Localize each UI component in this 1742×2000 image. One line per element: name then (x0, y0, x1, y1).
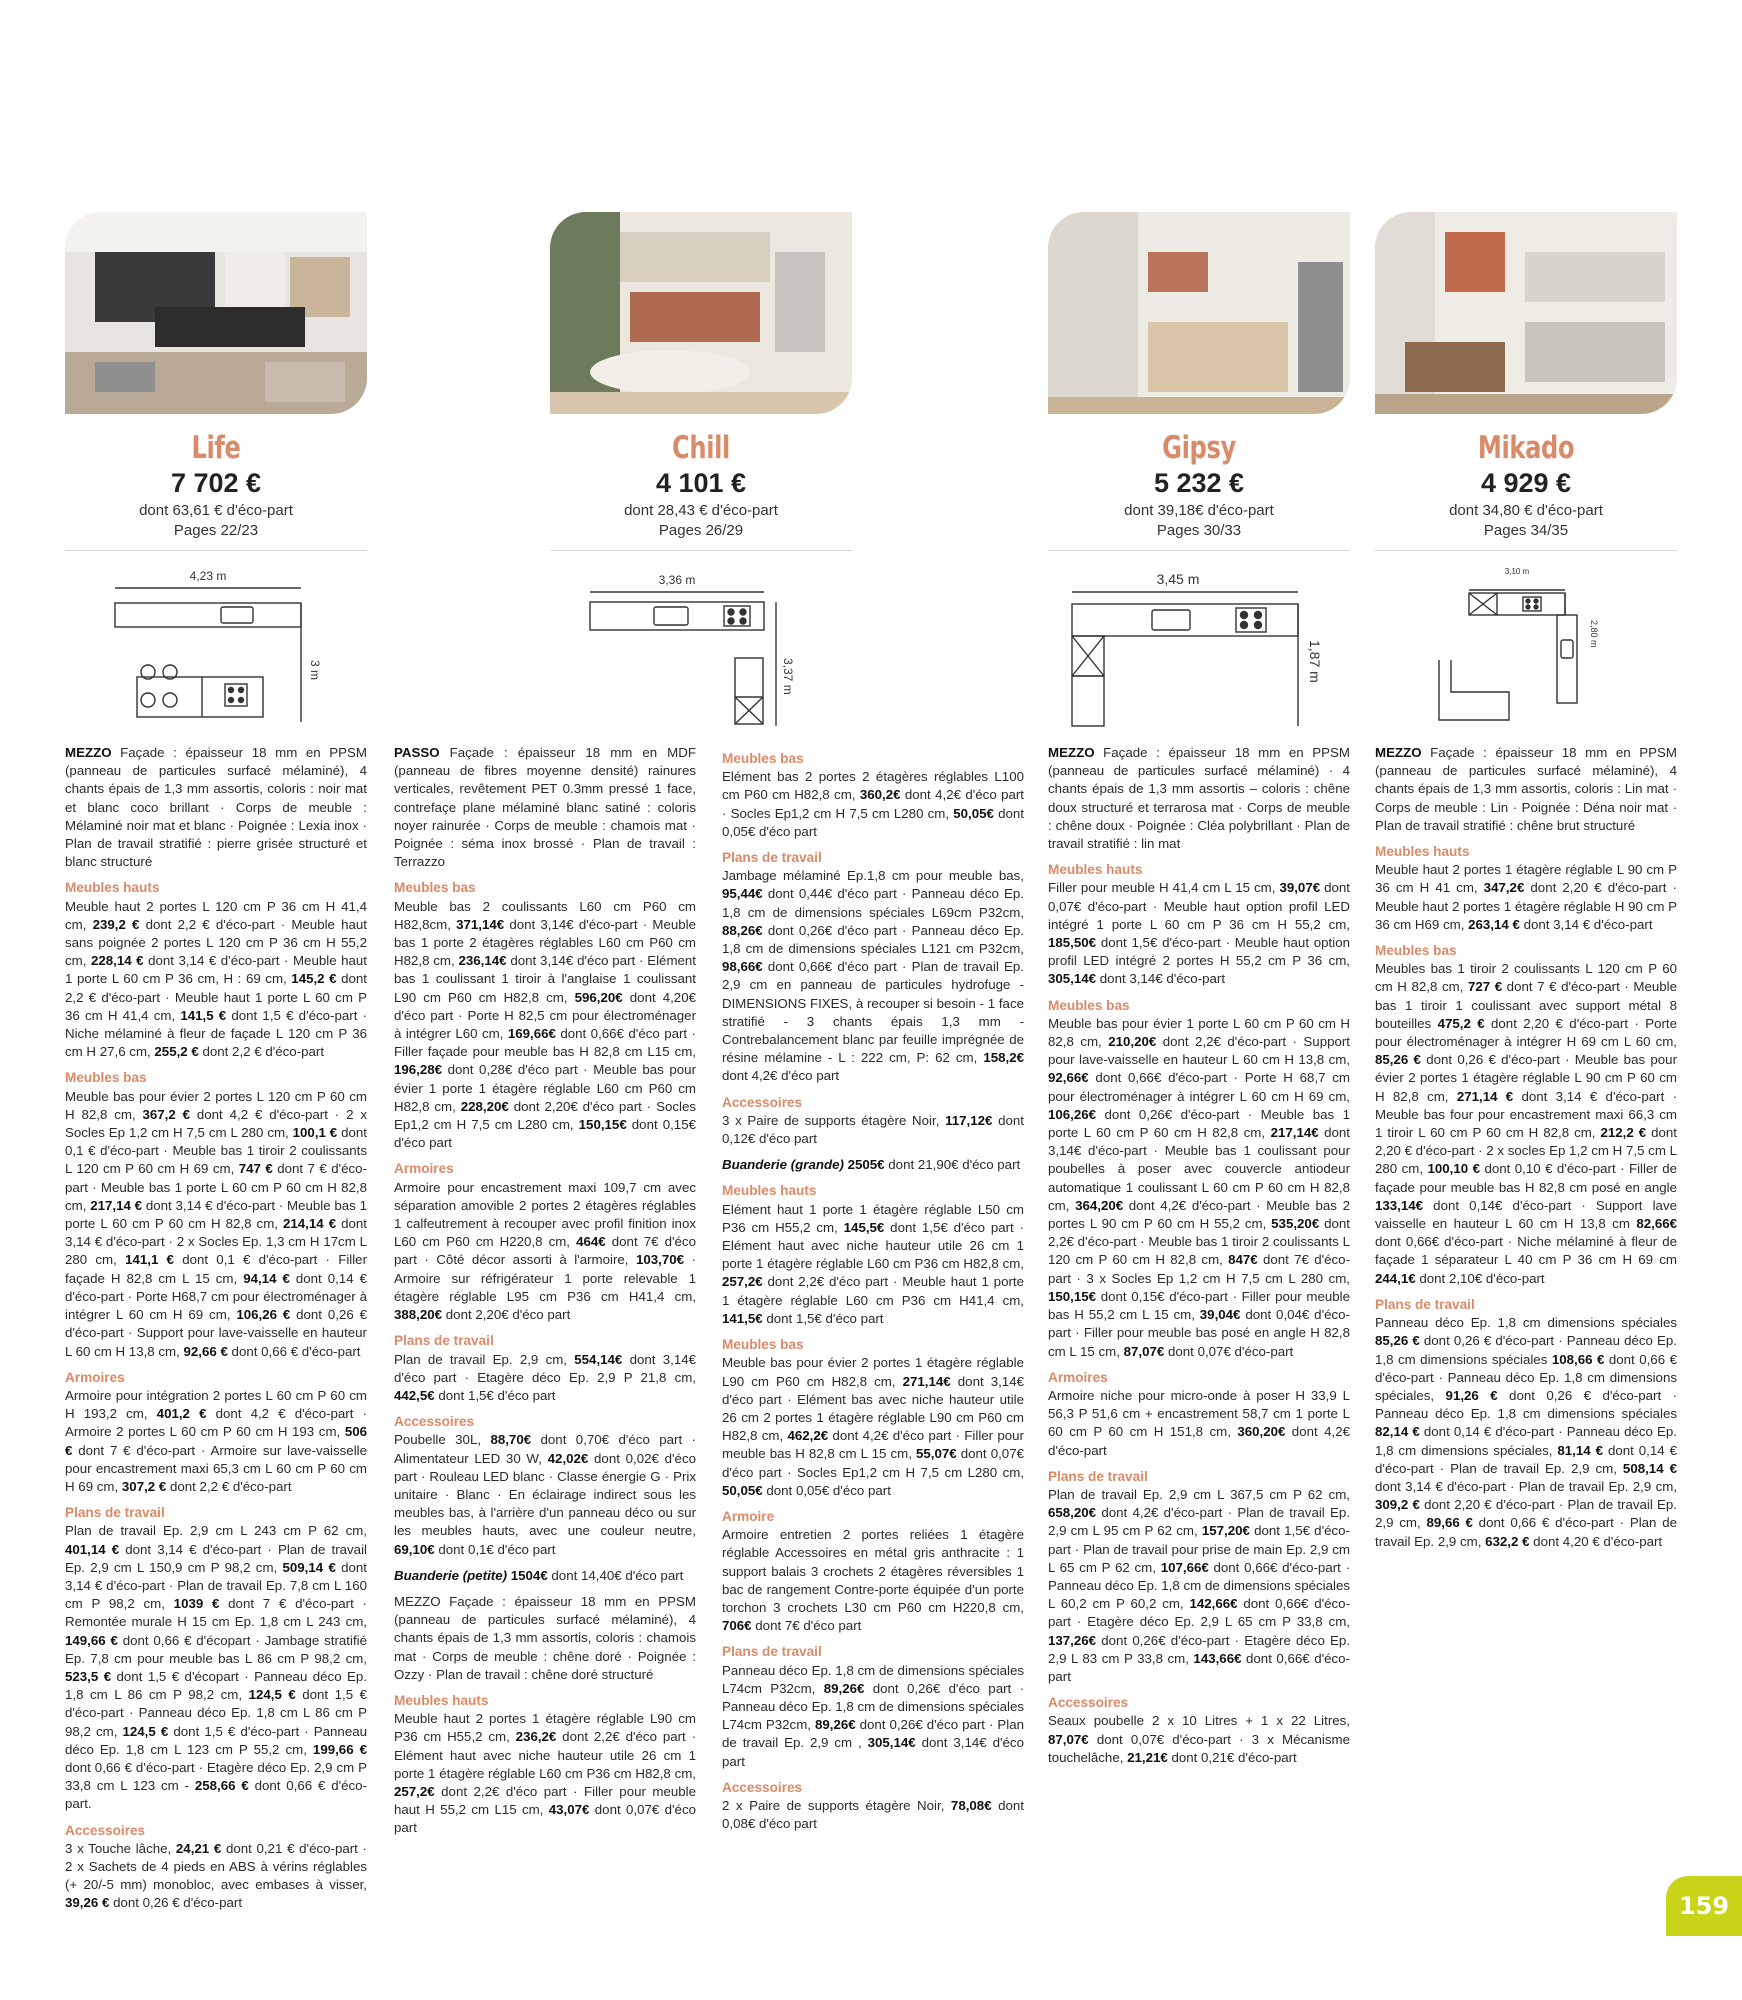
product-description: Meubles bas 1 tiroir 2 coulissants L 120 cm P 60 cm H 82,8 cm, 727 € dont 7 € d'éco-part · Meuble bas 1 tiroir 1 coulissant avec support métal 8 bouteilles 475,2 € dont 2,20 € d'éco-part · Porte pour électroménager à intégrer H 69 cm L 60 cm, 85,26 € dont 0,26 € d'éco-part · Meuble bas pour évier 2 portes 1 étagère réglable L 90 cm P 60 cm H 82,8 cm, 271,14 € dont 3,14 € d'éco-part · Meuble bas four pour encastrement maxi 66,3 cm 1 tiroir L 60 cm P 60 cm H 82,8 cm, 212,2 € dont 2,20 € d'éco-part · 2 x socles Ep 1,2 cm H 7,5 cm L 280 cm, 100,10 € dont 0,10 € d'éco-part · Filler de façade pour meuble bas H 82,8 cm posé en angle 133,14€ dont 0,14€ d'éco-part · Support lave vaisselle en hauteur L 60 cm H 13,8 cm 82,66€ dont 0,66€ d'éco-part · Niche mélaminé à fleur de façade 1 séparateur L 40 cm P 36 cm H 69 cm 244,1€ dont 2,10€ d'éco-part (1375, 961, 1677, 1286)
product-description: MEZZO Façade : épaisseur 18 mm en PPSM (panneau de particules surfacé mélaminé) · 4 chants épais de 1,3 mm assortis – coloris : chêne doux structuré et terrarosa mat · Corps de meuble : chêne doux · Poignée : Cléa polybrillant · Plan de travail stratifié : lin mat (1048, 745, 1350, 852)
product-description: Meuble haut 2 portes 1 étagère réglable L 90 cm P 36 cm H 41 cm, 347,2€ dont 2,20 € d'éco-part · Meuble haut 2 portes 1 étagère réglable H 90 cm P 36 cm H69 cm, 263,14 € dont 3,14 € d'éco-part (1375, 862, 1677, 932)
page-number: 159 (1666, 1876, 1742, 1936)
section-heading: Meubles bas (1048, 997, 1130, 1013)
kitchen-card-mikado (1375, 212, 1677, 539)
product-description: Buanderie (petite) 1504€ dont 14,40€ d'éco part (394, 1567, 684, 1583)
product-description: Meuble haut 2 portes 1 étagère réglable L90 cm P36 cm H55,2 cm, 236,2€ dont 2,2€ d'éco part · Elément haut avec niche hauteur utile 26 cm 1 porte 1 étagère réglable L60 cm P36 cm H82,8 cm, 257,2€ dont 2,2€ d'éco part · Filler pour meuble haut H 55,2 cm L15 cm, 43,07€ dont 0,07€ d'éco part (394, 1711, 697, 1836)
section-heading: Accessoires (65, 1822, 146, 1838)
product-description: 3 x Paire de supports étagère Noir, 117,12€ dont 0,12€ d'éco part (722, 1112, 1024, 1147)
section-heading: Meubles hauts (722, 1183, 817, 1199)
kitchen-price: 4 101 € (655, 468, 747, 498)
floor-plan-life (65, 560, 367, 740)
kitchen-photo-chill (550, 212, 852, 414)
eco-part: dont 34,80 € d'éco-part (1449, 502, 1603, 519)
hob-icon (225, 684, 247, 706)
floor-plan-mikado (1375, 560, 1677, 740)
section-heading: Plans de travail (722, 850, 822, 866)
product-description: Panneau déco Ep. 1,8 cm de dimensions spéciales L74cm P32cm, 89,26€ dont 0,26€ d'éco part · Panneau déco Ep. 1,8 cm de dimensions spéciales L74cm P32cm, 89,26€ dont 0,26€ d'éco part · Plan de travail Ep. 2,9 cm , 305,14€ dont 3,14€ d'éco part (722, 1662, 1024, 1769)
eco-part: dont 39,18€ d'éco-part (1124, 502, 1274, 519)
kitchen-name: Life (191, 430, 241, 466)
section-heading: Plans de travail (722, 1644, 822, 1660)
product-description: Jambage mélaminé Ep.1,8 cm pour meuble bas, 95,44€ dont 0,44€ d'éco part · Panneau déco Ep. 1,8 cm de dimensions spéciales L69cm P32cm, 88,26€ dont 0,26€ d'éco part · Panneau déco Ep. 1,8 cm de dimensions spéciales L121 cm P32cm, 98,66€ dont 0,66€ d'éco part · Plan de travail Ep. 2,9 cm en panneau de particules hydrofuge - DIMENSIONS FIXES, à recouper si besoin - 1 face stratifié - 3 chants épais 1,3 mm - Contrebalancement blanc par feuille imprégnée de résine mélamine - L : 222 cm, P: 62 cm, 158,2€ dont 4,2€ d'éco part (722, 868, 1024, 1084)
product-description: 2 x Paire de supports étagère Noir, 78,08€ dont 0,08€ d'éco part (722, 1797, 1024, 1832)
product-description: MEZZO Façade : épaisseur 18 mm en PPSM (panneau de particules surfacé mélaminé), 4 chants épais de 1,3 mm assortis, coloris : Lin mat · Corps de meuble : Lin · Poignée : Déna noir mat · Plan de travail stratifié : chêne brut structuré (1375, 745, 1677, 833)
kitchen-photo-mikado (1375, 212, 1677, 414)
floor-plan-gipsy (1048, 560, 1350, 740)
product-description: Armoire pour encastrement maxi 109,7 cm avec séparation amovible 2 portes 2 étagères réglables 1 calfeutrement à recouper avec profil finition inox L60 cm P60 cm H220,8 cm, 464€ dont 7€ d'éco part · Côté décor assorti à l'armoire, 103,70€ · Armoire sur réfrigérateur 1 porte relevable 1 étagère réglable L95 cm P36 cm H41,4 cm, 388,20€ dont 2,20€ d'éco part (394, 1179, 697, 1323)
text-column-4 (1048, 744, 1350, 1775)
section-heading: Plans de travail (65, 1505, 165, 1521)
product-description: Buanderie (grande) 2505€ dont 21,90€ d'éco part (722, 1157, 1021, 1173)
worktop-module (1072, 604, 1298, 636)
text-column-5 (1375, 744, 1677, 1559)
tall-unit (735, 658, 763, 724)
worktop-module (115, 603, 301, 627)
page-reference: Pages 34/35 (1483, 522, 1569, 539)
text-column-1 (65, 744, 367, 1921)
page-reference: Pages 22/23 (173, 522, 259, 539)
kitchen-name: Chill (672, 430, 730, 466)
product-description: Armoire entretien 2 portes reliées 1 étagère réglable Accessoires en métal gris anthracite : 1 support balais 3 crochets 2 étagères réversibles 1 bac de rangement Contre-porte équipée d'un porte torchon 3 crochets L30 cm P60 cm H220,8 cm, 706€ dont 7€ d'éco part (722, 1527, 1024, 1634)
eco-part: dont 63,61 € d'éco-part (139, 502, 293, 519)
kitchen-price: 7 702 € (170, 468, 262, 498)
section-heading: Meubles bas (65, 1070, 147, 1086)
stool-icon (163, 693, 177, 707)
divider (1375, 550, 1677, 551)
section-heading: Meubles bas (394, 880, 476, 896)
section-heading: Armoires (65, 1369, 125, 1385)
kitchen-photo-life (65, 212, 367, 414)
kitchen-price: 4 929 € (1480, 468, 1572, 498)
product-description: Panneau déco Ep. 1,8 cm dimensions spéciales 85,26 € dont 0,26 € d'éco-part · Panneau déco Ep. 1,8 cm dimensions spéciales 108,66 € dont 0,66 € d'éco-part · Panneau déco Ep. 1,8 cm dimensions spéciales, 91,26 € dont 0,26 € d'éco-part · Panneau déco Ep. 1,8 cm dimensions spéciales 82,14 € dont 0,14 € d'éco-part · Panneau déco Ep. 1,8 cm dimensions spéciales, 81,14 € dont 0,14 € d'éco-part · Plan de travail Ep. 2,9 cm, 508,14 € dont 3,14 € d'éco-part · Plan de travail Ep. 2,9 cm, 309,2 € dont 2,20 € d'éco-part · Plan de travail Ep. 2,9 cm, 89,66 € dont 0,66 € d'éco-part · Plan de travail Ep. 2,9 cm, 632,2 € dont 4,20 € d'éco-part (1375, 1315, 1678, 1549)
section-heading: Plans de travail (1375, 1296, 1475, 1312)
dimension-width: 3,10 m (1504, 567, 1530, 576)
product-description: Elément haut 1 porte 1 étagère réglable L50 cm P36 cm H55,2 cm, 145,5€ dont 1,5€ d'éco part · Elément haut avec niche hauteur utile 26 cm 1 porte 1 étagère réglable L60 cm P36 cm H82,8 cm, 257,2€ dont 2,2€ d'éco part · Meuble haut 1 porte 1 étagère réglable L60 cm P36 cm H41,4 cm, 141,5€ dont 1,5€ d'éco part (722, 1201, 1025, 1326)
sink-icon (1561, 640, 1573, 658)
kitchen-card-gipsy (1048, 212, 1350, 539)
sink-icon (1152, 610, 1190, 630)
product-description: Armoire pour intégration 2 portes L 60 cm P 60 cm H 193,2 cm, 401,2 € dont 4,2 € d'éco-part · Armoire 2 portes L 60 cm P 60 cm H 193 cm, 506 € dont 7 € d'éco-part · Armoire sur lave-vaisselle pour encastrement maxi 65,3 cm L 60 cm P 60 cm H 69 cm, 307,2 € dont 2,2 € d'éco-part (65, 1387, 367, 1494)
sink-icon (221, 607, 253, 623)
product-description: MEZZO Façade : épaisseur 18 mm en PPSM (panneau de particules surfacé mélaminé), 4 chants épais de 1,3 mm assortis, coloris : chamois mat · Corps de meuble : chêne doré · Poignée : Ozzy · Plan de travail : chêne doré structuré (394, 1593, 696, 1682)
product-description: Seaux poubelle 2 x 10 Litres + 1 x 22 Litres, 87,07€ dont 0,07€ d'éco-part · 3 x Mécanisme touchelâche, 21,21€ dont 0,21€ d'éco-part (1048, 1713, 1350, 1765)
divider (550, 550, 852, 551)
product-description: Plan de travail Ep. 2,9 cm L 243 cm P 62 cm, 401,14 € dont 3,14 € d'éco-part · Plan de travail Ep. 2,9 cm L 150,9 cm P 98,2 cm, 509,14 € dont 3,14 € d'éco-part · Plan de travail Ep. 7,8 cm L 160 cm P 98,2 cm, 1039 € dont 7 € d'éco-part · Remontée murale H 15 cm Ep. 1,8 cm L 243 cm, 149,66 € dont 0,66 € d'écopart · Jambage stratifié Ep. 7,8 cm pour meuble bas L 86 cm P 98,2 cm, 523,5 € dont 1,5 € d'écopart · Panneau déco Ep. 1,8 cm L 86 cm P 98,2 cm, 124,5 € dont 1,5 € d'éco-part · Panneau déco Ep. 1,8 cm L 86 cm P 98,2 cm, 124,5 € dont 1,5 € d'éco-part · Panneau déco Ep. 1,8 cm L 123 cm P 55,2 cm, 199,66 € dont 0,66 € d'éco-part · Etagère déco Ep. 2,9 cm P 33,8 cm L 123 cm - 258,66 € dont 0,66 € d'éco-part. (65, 1523, 368, 1812)
dimension-width: 3,36 m (658, 573, 696, 587)
hob-icon (1523, 597, 1541, 611)
section-heading: Meubles bas (722, 751, 804, 766)
product-description: MEZZO Façade : épaisseur 18 mm en PPSM (panneau de particules surfacé mélaminé), 4 chants épais de 1,3 mm assortis, coloris : noir mat et blanc coco brillant · Corps de meuble : Mélaminé noir mat et blanc · Poignée : Lexia inox · Plan de travail stratifié : pierre grisée structuré et blanc structuré (65, 745, 367, 870)
island-module (137, 677, 263, 717)
product-description: Plan de travail Ep. 2,9 cm, 554,14€ dont 3,14€ d'éco part · Etagère déco Ep. 2,9 P 21,8 cm, 442,5€ dont 1,5€ d'éco part (394, 1351, 697, 1403)
section-heading: Accessoires (394, 1414, 475, 1430)
dimension-width: 4,23 m (189, 569, 227, 583)
section-heading: Plans de travail (1048, 1468, 1148, 1484)
section-heading: Accessoires (722, 1094, 803, 1110)
product-description: PASSO Façade : épaisseur 18 mm en MDF (panneau de fibres moyenne densité) rainures verticales, revêtement PET 0.3mm pressé 1 face, contrefaçe plane mélaminé blanc satiné : coloris noyer rainurée · Corps de meuble : chamois mat · Poignée : séma inox brossé · Plan de travail : Terrazzo (394, 745, 696, 870)
kitchen-name: Gipsy (1162, 430, 1236, 466)
bench-module (1439, 660, 1509, 720)
kitchen-price: 5 232 € (1153, 468, 1245, 498)
product-description: Meuble bas pour évier 1 porte L 60 cm P 60 cm H 82,8 cm, 210,20€ dont 2,2€ d'éco-part · Support pour lave-vaisselle en hauteur L 60 cm H 13,8 cm, 92,66€ dont 0,66€ d'éco-part · Porte H 68,7 cm pour électroménager à intégrer L 60 cm H 69 cm, 106,26€ dont 0,26€ d'éco-part · Meuble bas 1 porte L 60 cm P 60 cm H 82,8 cm, 217,14€ dont 3,14€ d'éco-part · Meuble bas 1 coulissant pour poubelles à poser avec couvercle antiodeur automatique 1 coulissant L 60 cm P 60 cm H 82,8 cm, 364,20€ dont 4,2€ d'éco-part · Meuble bas 2 portes L 90 cm P 60 cm H 55,2 cm, 535,20€ dont 2,2€ d'éco-part · Meuble bas 1 tiroir 2 coulissants L 120 cm P 60 cm H 82,8 cm, 847€ dont 7€ d'éco-part · 3 x Socles Ep 1,2 cm H 7,5 cm L 280 cm, 150,15€ dont 0,15€ d'éco-part · Filler pour meuble bas H 55,2 cm L 15 cm, 39,04€ dont 0,04€ d'éco-part · Filler pour meuble bas posé en angle H 82,8 cm L 15 cm, 87,07€ dont 0,07€ d'éco-part (1048, 1015, 1350, 1359)
section-heading: Armoires (394, 1161, 454, 1177)
text-column-3 (722, 744, 1024, 1841)
section-heading: Meubles hauts (1048, 862, 1143, 878)
section-heading: Plans de travail (394, 1333, 494, 1349)
product-description: 3 x Touche lâche, 24,21 € dont 0,21 € d'éco-part · 2 x Sachets de 4 pieds en ABS à vérins réglables (+ 20/-5 mm) monobloc, avec embases à visser, 39,26 € dont 0,26 € d'éco-part (65, 1840, 367, 1911)
product-description: Elément bas 2 portes 2 étagères réglables L100 cm P60 cm H82,8 cm, 360,2€ dont 4,2€ d'éco part · Socles Ep1,2 cm H 7,5 cm L280 cm, 50,05€ dont 0,05€ d'éco part (722, 769, 1024, 839)
product-description: Filler pour meuble H 41,4 cm L 15 cm, 39,07€ dont 0,07€ d'éco-part · Meuble haut option profil LED intégré 1 porte L 60 cm P 36 cm H 55,2 cm, 185,50€ dont 1,5€ d'éco-part · Meuble haut option profil LED intégré 2 portes H 55,2 cm P 36 cm, 305,14€ dont 3,14€ d'éco-part (1048, 880, 1350, 987)
section-heading: Meubles hauts (394, 1692, 489, 1708)
dimension-height: 3,37 m (781, 658, 795, 695)
section-heading: Meubles hauts (1375, 844, 1470, 860)
divider (65, 550, 367, 551)
sink-icon (654, 607, 688, 625)
dimension-width: 3,45 m (1156, 571, 1200, 587)
kitchen-card-life (65, 212, 367, 539)
divider (1048, 550, 1350, 551)
stool-icon (141, 693, 155, 707)
page-reference: Pages 30/33 (1156, 522, 1242, 539)
floor-plan-chill (550, 560, 852, 740)
kitchen-card-chill (550, 212, 852, 539)
kitchen-photo-gipsy (1048, 212, 1350, 414)
section-heading: Accessoires (722, 1779, 803, 1795)
product-description: Armoire niche pour micro-onde à poser H 33,9 L 56,3 P 51,6 cm + encastrement 58,7 cm 1 porte L 60 cm P 60 cm H 151,8 cm, 360,20€ dont 4,2€ d'éco-part (1048, 1387, 1350, 1458)
product-description: Meuble bas pour évier 2 portes 1 étagère réglable L90 cm P60 cm H82,8 cm, 271,14€ dont 3,14€ d'éco part · Elément bas avec niche hauteur utile 26 cm 2 portes 1 étagère réglable L90 cm P60 cm H82,8 cm, 462,2€ dont 4,2€ d'éco part · Filler pour meuble bas H 82,8 cm L 15 cm, 55,07€ dont 0,07€ d'éco part · Socles Ep1,2 cm H 7,5 cm L280 cm, 50,05€ dont 0,05€ d'éco part (722, 1355, 1024, 1498)
dimension-height: 2,80 m (1589, 620, 1599, 648)
hob-icon (1236, 608, 1266, 632)
page-reference: Pages 26/29 (658, 522, 744, 539)
section-heading: Armoires (1048, 1369, 1108, 1385)
dimension-height: 3 m (308, 660, 322, 681)
product-description: Plan de travail Ep. 2,9 cm L 367,5 cm P 62 cm, 658,20€ dont 4,2€ d'éco-part · Plan de travail Ep. 2,9 cm L 95 cm P 62 cm, 157,20€ dont 1,5€ d'éco-part · Plan de travail pour prise de main Ep. 2,9 cm L 65 cm P 62 cm, 107,66€ dont 0,66€ d'éco-part · Panneau déco Ep. 1,8 cm de dimensions spéciales L 60,2 cm P 60,2 cm, 142,66€ dont 0,66€ d'éco-part · Etagère déco Ep. 2,9 L 65 cm P 33,8 cm, 137,26€ dont 0,26€ d'éco-part · Etagère déco Ep. 2,9 L 83 cm P 33,8 cm, 143,66€ dont 0,66€ d'éco-part (1048, 1486, 1351, 1684)
kitchen-name: Mikado (1477, 430, 1575, 466)
section-heading: Meubles bas (1375, 943, 1457, 959)
product-description: Meuble bas pour évier 2 portes L 120 cm P 60 cm H 82,8 cm, 367,2 € dont 4,2 € d'éco-part · 2 x Socles Ep 1,2 cm H 7,5 cm L 280 cm, 100,1 € dont 0,1 € d'éco-part · Meuble bas 1 tiroir 2 coulissants L 120 cm P 60 cm H 69 cm, 747 € dont 7 € d'éco-part · Meuble bas 1 porte L 60 cm P 60 cm H 82,8 cm, 217,14 € dont 3,14 € d'éco-part · Meuble bas 1 porte L 60 cm P 60 cm H 82,8 cm, 214,14 € dont 3,14 € d'éco-part · 2 x Socles Ep. 1,3 cm H 17cm L 280 cm, 141,1 € dont 0,1 € d'éco-part · Filler façade H 82,8 cm L 15 cm, 94,14 € dont 0,14 € d'éco-part · Porte H68,7 cm pour électroménager à intégrer L 60 cm H 69 cm, 106,26 € dont 0,26 € d'éco-part · Support pour lave-vaisselle en hauteur L 60 cm H 13,8 cm, 92,66 € dont 0,66 € d'éco-part (65, 1088, 368, 1359)
section-heading: Armoire (722, 1508, 775, 1524)
product-description: Meuble haut 2 portes L 120 cm P 36 cm H 41,4 cm, 239,2 € dont 2,2 € d'éco-part · Meuble haut sans poignée 2 portes L 120 cm P 36 cm H 55,2 cm, 228,14 € dont 3,14 € d'éco-part · Meuble haut 1 porte L 60 cm P 36 cm, H : 69 cm, 145,2 € dont 2,2 € d'éco-part · Meuble haut 1 porte L 60 cm P 36 cm H 41,4 cm, 141,5 € dont 1,5 € d'éco-part · Niche mélaminé à fleur de façade L 120 cm P 36 cm H 27,6 cm, 255,2 € dont 2,2 € d'éco-part (65, 898, 367, 1060)
section-heading: Accessoires (1048, 1695, 1129, 1711)
text-column-2 (394, 744, 696, 1846)
section-heading: Meubles hauts (65, 880, 160, 896)
dimension-height: 1,87 m (1307, 640, 1323, 683)
side-run (1557, 615, 1577, 703)
product-description: Poubelle 30L, 88,70€ dont 0,70€ d'éco part · Alimentateur LED 30 W, 42,02€ dont 0,02€ d'éco part · Rouleau LED blanc · Classe énergie G · Prix unitaire · Blanc · En éclairage indirect sous les meubles bas, à l'arrière d'un panneau déco ou sur les meubles hauts, avec une couleur neutre, 69,10€ dont 0,1€ d'éco part (394, 1432, 696, 1557)
eco-part: dont 28,43 € d'éco-part (624, 502, 778, 519)
section-heading: Meubles bas (722, 1337, 804, 1353)
product-description: Meuble bas 2 coulissants L60 cm P60 cm H82,8cm, 371,14€ dont 3,14€ d'éco-part · Meuble bas 1 porte 2 étagères réglables L60 cm P60 cm H82,8 cm, 236,14€ dont 3,14€ d'éco part · Elément bas 1 coulissant 1 tiroir à l'anglaise 1 coulissant L90 cm P60 cm H82,8 cm, 596,20€ dont 4,20€ d'éco part · Porte H 82,5 cm pour électroménager à intégrer L60 cm, 169,66€ dont 0,66€ d'éco part · Filler façade pour meuble bas H 82,8 cm L15 cm, 196,28€ dont 0,28€ d'éco part · Meuble bas pour évier 1 porte 1 étagère réglable L60 cm P60 cm H82,8 cm, 228,20€ dont 2,20€ d'éco part · Socles Ep1,2 cm H 7,5 cm L280 cm, 150,15€ dont 0,15€ d'éco part (394, 898, 696, 1151)
